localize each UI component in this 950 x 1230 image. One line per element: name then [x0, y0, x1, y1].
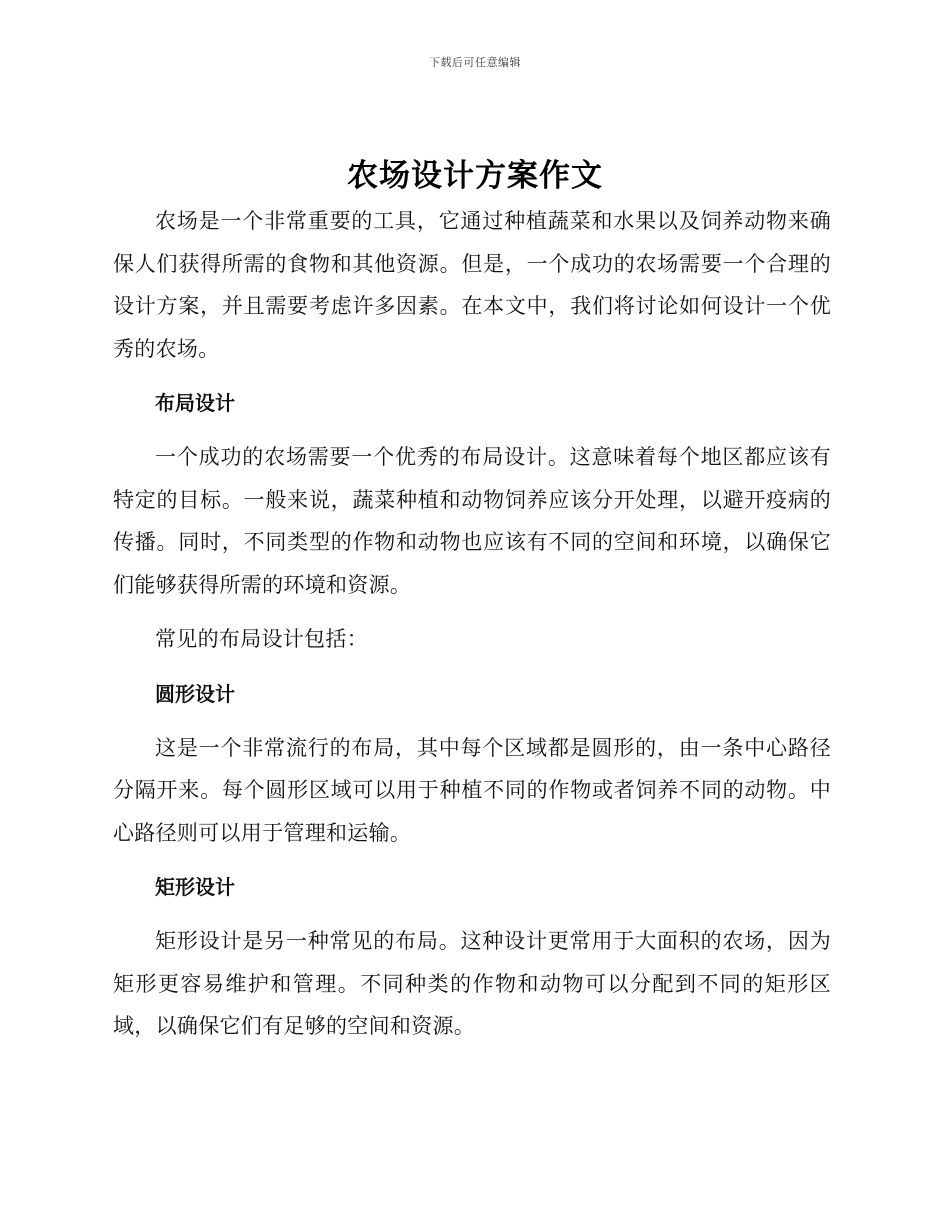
paragraph-layout: 一个成功的农场需要一个优秀的布局设计。这意味着每个地区都应该有特定的目标。一般来说，蔬菜种植和动物饲养应该分开处理，以避开疫病的传播。同时，不同类型的作物和动物也应该有不同的空间和环境，以确保它们能够获得所需的环境和资源。 — [113, 445, 831, 597]
document-title: 农场设计方案作文 — [347, 158, 603, 194]
document-body — [113, 200, 831, 1060]
section-heading-rectangular: 矩形设计 — [155, 875, 235, 899]
section-heading-layout: 布局设计 — [155, 391, 235, 415]
paragraph-intro: 农场是一个非常重要的工具，它通过种植蔬菜和水果以及饲养动物来确保人们获得所需的食物和其他资源。但是，一个成功的农场需要一个合理的设计方案，并且需要考虑许多因素。在本文中，我们将讨论如何设计一个优秀的农场。 — [113, 209, 831, 361]
page-header-note: 下载后可任意编辑 — [429, 56, 521, 69]
paragraph-circular: 这是一个非常流行的布局，其中每个区域都是圆形的，由一条中心路径分隔开来。每个圆形区域可以用于种植不同的作物或者饲养不同的动物。中心路径则可以用于管理和运输。 — [113, 735, 831, 845]
section-heading-circular: 圆形设计 — [155, 681, 235, 706]
paragraph-common-layouts: 常见的布局设计包括： — [155, 627, 368, 651]
paragraph-rectangular: 矩形设计是另一种常见的布局。这种设计更常用于大面积的农场，因为矩形更容易维护和管理。不同种类的作物和动物可以分配到不同的矩形区域，以确保它们有足够的空间和资源。 — [113, 929, 831, 1038]
